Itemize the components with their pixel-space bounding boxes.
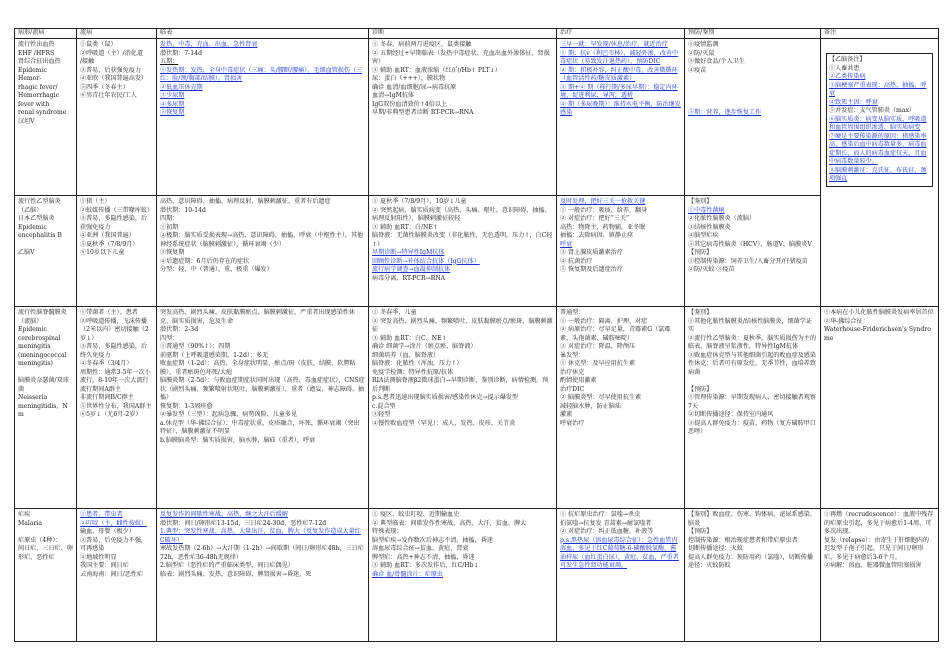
text-line: 特殊表现： bbox=[372, 528, 403, 535]
cell-diagnosis bbox=[369, 509, 557, 642]
text-line: 尿：蛋白（+++），膜状物 bbox=[372, 75, 446, 82]
cell-prevention bbox=[685, 39, 821, 196]
text-line: ①人畜共患 bbox=[829, 64, 860, 72]
text-line: 疟原虫（4种）： bbox=[18, 536, 62, 544]
text-line: ④ 期（多尿晚期）：维持水电平衡，防治继发感染 bbox=[560, 100, 681, 116]
text-line: ⑥10岁以下儿童 bbox=[80, 249, 125, 256]
cell-diagnosis bbox=[369, 307, 557, 509]
text-line: fever with bbox=[18, 100, 50, 108]
text-line: 汉坦V bbox=[18, 117, 35, 125]
text-line: 回顾性诊断→补体结合抗体（IgG抗体） bbox=[372, 257, 480, 265]
text-line: ③ 对症治疗：降温、降颅压 bbox=[560, 343, 636, 350]
text-line: ①初期 bbox=[160, 223, 179, 231]
text-line: 确诊 血清/血细胞/尿→病毒抗原 bbox=[372, 83, 457, 91]
text-line: ①发热期：发热、全身中毒症状（三痛：头/腰眶/腰痛），毛细血管损伤（三红：脸/颈/胸部/结膜），肾损害 bbox=[160, 66, 363, 82]
text-line: ②极期：脑实质受损表现→高热、意识障碍、抽搐、呼衰（中枢性主），其他神经系统症状（脑膜刺激征），循环衰竭（少） bbox=[160, 232, 364, 248]
text-line: ⑥男青壮年农民/工人 bbox=[80, 92, 137, 99]
text-line: 前驱期（上呼吸道感染期，1-2d）：多无 bbox=[160, 351, 269, 359]
text-line: 溶血尿毒综合征→贫血、黄疸、肾衰 bbox=[372, 545, 469, 552]
text-line: ⑤ 恢复期及后遗症治疗 bbox=[560, 266, 623, 273]
text-line: 【乙脑备注】 bbox=[829, 56, 866, 63]
text-line: ②呼吸道传播，飞沫传播（2米以内）密切接触（2岁↓） bbox=[80, 317, 149, 342]
text-line: ③普易，多隐性感染，后获强免疫力 bbox=[80, 215, 148, 231]
text-line: 间日疟、三日疟、卵形疟、恶性疟 bbox=[18, 545, 73, 561]
text-line: 及时处理，把好三关一抢救关键 bbox=[560, 198, 646, 205]
text-line: ④致死主因：呼衰 bbox=[829, 98, 878, 106]
text-line: ⑤恢复期 bbox=[160, 109, 185, 116]
text-line: ① 休克型：及早应用抗生素 bbox=[560, 360, 636, 367]
cell-disease bbox=[15, 39, 77, 196]
text-line: 【鉴别】 bbox=[688, 309, 713, 316]
text-line: 细菌培养（血、脑脊液） bbox=[372, 351, 440, 359]
text-line: ⑤世界性分布，我国A群主 bbox=[80, 402, 152, 410]
cell-disease bbox=[15, 196, 77, 307]
spacer bbox=[18, 241, 73, 250]
text-line: ②乙类传染病 bbox=[829, 73, 866, 80]
text-line: 控制传染源：根治现症患者和带疟原虫者 bbox=[688, 536, 798, 544]
text-line: ③ 辅助 血RT：血液浓缩（红/白/Hb↑ PLT↓） bbox=[372, 66, 501, 74]
spacer bbox=[688, 101, 817, 110]
text-line: 流行性乙型脑炎 bbox=[18, 198, 61, 205]
text-line: ②暴发型（三型）：起病急骤、病势凶险、儿童多见 bbox=[160, 411, 298, 418]
text-line: ② 对症治疗：纠正低血糖，补液等 bbox=[560, 528, 654, 535]
text-line: 脑膜炎期（2-5d）：与败血症期症状同时出现（高热、毒血症症状），CNS症状（剧烈头痛、频繁喷射状呕吐、脑膜刺激征），重者（谵妄、神志障碍、抽搐） bbox=[160, 377, 365, 401]
header-notes: 备注 bbox=[821, 29, 939, 39]
text-line: ④后遗症期：6月后仍存在的症状 bbox=[160, 257, 250, 265]
text-line: a.休克型（华-佛综合征）：中毒症状重，皮疹融合，坏死，循环衰竭（突出特征），脑膜刺激征不明显 bbox=[160, 419, 360, 435]
text-line: 脑膜炎奈瑟菌/双球菌 bbox=[18, 377, 69, 393]
cell-epidemiology bbox=[77, 509, 157, 642]
text-line: ⑤并发症：支气管肺炎（max） bbox=[829, 107, 915, 114]
table-row-jbe bbox=[15, 196, 939, 307]
cell-diagnosis bbox=[369, 196, 557, 307]
text-line: ④ 抗菌治疗 bbox=[560, 257, 593, 265]
text-line: ②蚊媒传播（三带喙库蚊） bbox=[80, 206, 154, 214]
text-line: 流行期间A群主 bbox=[80, 385, 121, 393]
text-line: ③ 期+④ 期（移行期/多尿早期）：稳定内环境，促进利尿，导泻，透析 bbox=[560, 83, 678, 99]
text-line: ②呼吸道（主）/消化道 bbox=[80, 49, 143, 57]
text-line: ① 一般治疗：隔离、护理、对症 bbox=[560, 317, 648, 325]
text-line: 流行病学调查→血凝抑制抗体 bbox=[372, 266, 451, 273]
header-disease: 病形/流病 bbox=[15, 29, 77, 39]
text-line: 确诊 细菌学→涂片（瘀点瘀、脑脊液） bbox=[372, 343, 477, 350]
text-line: 呼衰治疗 bbox=[560, 419, 585, 427]
text-line: 肾综合征出血热 bbox=[18, 58, 61, 65]
text-line: 治疗休克 bbox=[560, 368, 585, 376]
text-line: ③脑梗塞严重表现：高热、抽搐、呼衰 bbox=[829, 81, 927, 97]
text-line: renal syndrome bbox=[18, 109, 67, 116]
text-line: ②化脓性脑膜炎（流脑） bbox=[688, 215, 756, 222]
text-line: c.混合型 bbox=[372, 402, 396, 410]
text-line: ④冬春季（3/4月） bbox=[80, 360, 133, 367]
spacer bbox=[688, 75, 817, 84]
header-diagnosis: 诊断 bbox=[369, 29, 557, 39]
text-line: 潜伏期：2-3d bbox=[160, 326, 199, 333]
text-line: ③普易，后免疫力不强，可再感染 bbox=[80, 536, 148, 552]
text-line: RIA法测脑脊液β2微球蛋白→早期诊断、鉴别诊断，病情检测、预后判断 bbox=[372, 377, 549, 393]
cell-treatment bbox=[557, 509, 685, 642]
text-line: 脑型疟疾→发作数次后神志不清、抽搐、昏迷 bbox=[372, 536, 493, 544]
text-line: ⑦硬是主要传染源的原因：猪感染率高，感染后血中病毒数量多，病毒血症期长，而人的病毒血症仅天，且血中病毒数量较少。 bbox=[829, 132, 927, 165]
cell-epidemiology bbox=[77, 196, 157, 307]
text-line: 脾型疟：高热+神志不清、抽搐、昏迷 bbox=[372, 553, 475, 561]
text-line: 【预防】 bbox=[688, 249, 713, 256]
text-line: ③败血症休克型与其他细菌引起的败血症及感染性休克：后者可有原发灶，无季节性，血培养致病菌 bbox=[688, 351, 816, 376]
text-line: 脑脊液：化脓性（浑浊，压力↑） bbox=[372, 360, 463, 367]
text-line: meningitidis，Nm bbox=[18, 402, 68, 418]
text-line: ①本病在小儿化脓性脑膜炎发病率居首位 bbox=[824, 309, 934, 316]
text-line: ③提高人群免疫力：疫苗、药物（复方磺胺甲口恶唑） bbox=[688, 419, 816, 435]
table-row-malaria bbox=[15, 509, 939, 642]
spacer bbox=[18, 528, 73, 537]
text-line: ①猪（主） bbox=[80, 198, 111, 205]
text-line: p.s.黑热尿（溶血尿毒综合征）：急性血管内溶血，多见于红C葡萄糖-6-磷酸脱氢酶，酱油样尿（血红蛋白尿），黄疸，贫血，严重者可发生急性肾功能衰竭。 bbox=[560, 536, 679, 569]
text-line: ③ 肾上腺皮质激素治疗 bbox=[560, 249, 623, 256]
text-line: 潜伏期：7-14d bbox=[160, 49, 202, 57]
text-line: ②切断传播途径：保持室内通风 bbox=[688, 411, 774, 418]
text-line: ④慢性败血症型（罕见）：成人，发热、皮疹、关节炎 bbox=[372, 419, 516, 427]
cell-disease bbox=[15, 307, 77, 509]
text-line: 【鉴别】 bbox=[688, 198, 713, 205]
text-line: ② 五期经过+早期临表（发热中毒症状、充血出血外渗体征、肾损害） bbox=[372, 49, 550, 65]
text-line: ④多尿期 bbox=[160, 100, 185, 108]
text-line: 乙脑V bbox=[18, 249, 35, 256]
header-treatment: 治疗 bbox=[557, 29, 685, 39]
text-line: rhagic fever/ bbox=[18, 83, 58, 91]
text-line: ④亚欧（我国普遍高发） bbox=[80, 75, 148, 82]
text-line: ②叮咬（主，雌性按蚊） bbox=[80, 519, 148, 527]
text-line: ①中毒性菌痢 bbox=[688, 206, 725, 214]
text-line: ④脑型疟疾 bbox=[688, 232, 719, 239]
cell-clinical bbox=[157, 509, 369, 642]
spacer bbox=[688, 84, 817, 93]
text-line: 反复发作的间歇性寒战、高热、继之大汗后缓解 bbox=[160, 511, 288, 518]
text-line: 酌情使用激素 bbox=[560, 377, 597, 384]
text-line: ② 病原治疗：尽早足量，青霉素G（氯霉素、头孢菌素、磺胺嘧啶） bbox=[560, 326, 671, 342]
text-line: 流行性脑脊髓膜炎（流脑） bbox=[18, 309, 67, 325]
text-line: 高热、意识障碍、抽搐、病理反射、脑膜刺激征，重者有后遗症 bbox=[160, 198, 331, 205]
text-line: 切断传播途径：灭蚊 bbox=[688, 545, 743, 552]
text-line: 脑脊液：无菌性脑膜炎改变（非化脓性，无色透明，压力↑，白C轻↑） bbox=[372, 232, 553, 248]
text-line: ⑤夏秋季（7/8/9月） bbox=[80, 240, 139, 248]
text-line: 临表：剧烈头痛、发热、意识障碍、脾肾损害→昏迷，死 bbox=[160, 570, 312, 578]
text-line: ② 突然起病，脑实质病变（高热、头痛、呕吐、意识障碍、抽搐、病理反射阳性），脑膜刺激征较轻 bbox=[372, 206, 551, 222]
text-line: IgG双份血清效价↑4倍以上 bbox=[372, 100, 448, 108]
text-line: ①鼠类（鼠） bbox=[80, 41, 117, 48]
text-line: 暴发型： bbox=[560, 351, 585, 359]
text-line: 分型：轻、中（普通）、重、极重（爆发） bbox=[160, 266, 273, 273]
text-line: ① 冬春季，儿童 bbox=[372, 309, 417, 316]
text-line: ①患者，带虫者 bbox=[80, 511, 123, 518]
header-prevention: 预防/鉴别 bbox=[685, 29, 821, 39]
cell-clinical bbox=[157, 39, 369, 196]
text-line: ② 突发高热、剧烈头痛、频繁喷吐、皮肤黏膜瘀点/瘀斑，脑膜刺激征 bbox=[372, 317, 553, 333]
text-line: ⑤期：营养，逐步恢复工作 bbox=[688, 109, 762, 116]
text-line: 四期： bbox=[160, 215, 179, 222]
cell-prevention bbox=[685, 196, 821, 307]
text-line: ②病解：溶血、脏器微血管阻塞损害 bbox=[824, 562, 922, 569]
text-line: 血清→IgM抗体 bbox=[372, 92, 415, 99]
text-line: 1.典型：突发性寒战、高热、大量出汗，贫血，脾大（反复发作造成大量红C破坏） bbox=[160, 528, 361, 544]
text-line: 日本乙型脑炎 bbox=[18, 215, 55, 222]
text-line: ①管理传染源：早期发现病人，密切接触者观察7天 bbox=[688, 394, 816, 410]
text-line: ⑤四季（冬春主） bbox=[80, 83, 129, 91]
text-line: 周期性：通常3-5年一次小流行，8-10年一次大流行 bbox=[80, 368, 151, 384]
text-line: 早期/非典型患者诊断 RT-PCR→RNA bbox=[372, 109, 474, 116]
text-line: ①带菌者（主）、患者 bbox=[80, 309, 138, 316]
cell-clinical bbox=[157, 307, 369, 509]
text-line: ② 期：积极补容，纠正酸中毒，改善微循环（血管活性药/糖皮质激素） bbox=[560, 66, 678, 82]
text-line: 高热：物降主，药物辅，亚冬眠 bbox=[560, 223, 646, 231]
text-line: Epidemic bbox=[18, 223, 47, 231]
text-line: ① 一般治疗：吸痰、给养，翻身 bbox=[560, 206, 648, 214]
text-line: 疟疾 bbox=[18, 511, 31, 518]
text-line: （乙脑） bbox=[18, 206, 43, 214]
text-line: 【预防】 bbox=[688, 528, 713, 535]
text-line: 突发高热、剧烈头痛、皮肤黏膜瘀点、脑膜刺激征，严重者出现感染性休克、脑实质损害，危及生命 bbox=[160, 309, 355, 325]
text-line: ③ 辅助 血RT：白C、NE↑ bbox=[372, 334, 447, 342]
text-line: (meningococcal bbox=[18, 351, 67, 359]
text-line: ② 典型临表：间歇发作性寒战、高热、大汗，贫血、脾大 bbox=[372, 519, 527, 527]
text-line: 【鉴别】败血症、伤寒、钩体病、泌尿系感染、脑炎 bbox=[688, 511, 816, 527]
text-line: ①普通型（90%↑）：四期 bbox=[160, 343, 231, 350]
text-line: encephalitis B bbox=[18, 232, 62, 239]
text-line: ③普易，多隐性感染，后终久免疫力 bbox=[80, 343, 148, 359]
text-line: 抽搐：去除病因、镇静止痉 bbox=[560, 232, 634, 239]
text-line: cerebrospinal bbox=[18, 334, 61, 342]
header-epidemiology: 流病 bbox=[77, 29, 157, 39]
text-line: ③ 辅助 血RT：白/NE↑ bbox=[372, 223, 438, 231]
text-line: 伯氨喹→抗复发 青蒿素→耐氯喹者 bbox=[560, 519, 652, 527]
text-line: Neisseria bbox=[18, 394, 48, 401]
text-line: ②华-佛综合征： bbox=[824, 317, 869, 325]
text-line: ② 脑膜炎型：尽早使用抗生素 bbox=[560, 394, 642, 401]
text-line: ① 抗疟原虫治疗：氯喹→杀虫 bbox=[560, 511, 641, 518]
text-line: 呼衰 bbox=[560, 240, 573, 248]
text-line: 普通型： bbox=[560, 309, 585, 316]
text-line: ②防/灭鼠 bbox=[688, 49, 715, 57]
text-line: 2.脑型疟（恶性疟的严重临床类型，间日疟偶见） bbox=[160, 562, 294, 569]
spacer bbox=[18, 369, 73, 378]
text-line: 提高人群免疫力：预防用药（氯喹），切断传播途径：灭蚊防蚊 bbox=[688, 553, 813, 569]
text-line: 治疗DIC bbox=[560, 385, 585, 393]
text-line: ③少尿期 bbox=[160, 92, 185, 99]
cell-epidemiology bbox=[77, 307, 157, 509]
cell-notes bbox=[821, 307, 939, 509]
text-line: ⑥脑实质炎：病变从脑实质、呼吸道和血管周围组织渗透、脑实质病变 bbox=[829, 115, 927, 131]
spacer bbox=[688, 92, 817, 101]
text-line: ① 冬春、病前两月进疫区，鼠类接触 bbox=[372, 41, 472, 48]
text-line: meningitis) bbox=[18, 360, 53, 367]
text-line: Hemorrhagic bbox=[18, 92, 60, 99]
text-line: ①再燃（recrudescence）：血液中残存的疟原虫引起，多见于病愈后1-4周，可多次出现。 bbox=[824, 511, 934, 535]
cell-clinical bbox=[157, 196, 369, 307]
text-line: ① 夏秋季（7/8/9月），10岁↓儿童 bbox=[372, 198, 467, 205]
text-line: ③结核性脑膜炎 bbox=[688, 223, 731, 231]
text-line: 恢复期：1-3周痊愈 bbox=[160, 402, 213, 410]
text-line: 减轻脑水肿，防止脑疝 bbox=[560, 402, 621, 410]
text-line: ① 疫区、蚊虫叮咬、近期输血史 bbox=[372, 511, 460, 518]
text-line: ②流行性乙型脑炎：夏秋季，脑实质损伤为主的临表，脑脊液呈浆液性，特异性IgM抗体 bbox=[688, 334, 816, 350]
spacer bbox=[688, 377, 817, 386]
text-line: b.脑膜脑炎型：脑实质损害，脑水肿，脑疝（重者），呼衰 bbox=[160, 436, 316, 444]
text-line: 免疫学检测：特异性抗原/抗体 bbox=[372, 368, 454, 376]
text-line: Epidemic bbox=[18, 326, 47, 333]
table-row-meningitis bbox=[15, 307, 939, 509]
text-line: 潜伏期：间日/卵形疟13-15d，三日疟24-30d，恶性疟7-12d bbox=[160, 519, 327, 527]
text-line: 潜伏期：10-14d bbox=[160, 206, 206, 214]
header-clinical: 临表 bbox=[157, 29, 369, 39]
text-line: ⑥5岁↓（尤6月-2岁） bbox=[80, 411, 142, 418]
text-line: ④地域性明显 bbox=[80, 553, 117, 561]
text-line: ④疫苗 bbox=[688, 66, 707, 74]
text-line: 复发（relapse）：由寄生于肝细胞内的迟发型子孢子引起，只见于间日/卵形疟，多见于病愈后3-6个月。 bbox=[824, 536, 929, 561]
text-line: 四型： bbox=[160, 334, 179, 342]
cell-notes bbox=[821, 39, 939, 307]
cell-treatment bbox=[557, 196, 685, 307]
text-line: ①疫情监测 bbox=[688, 41, 719, 48]
text-line: 败血症期（1-2d）：高热、全身症状明显，瘀点/斑（皮肤、结膜、软腭粘膜），重者瘀斑色坏死/大疱 bbox=[160, 360, 356, 376]
text-line: ②低血压休克期 bbox=[160, 83, 203, 91]
text-line: p.s.患者迅速出现脑实质损害/感染性休克→提示爆发型 bbox=[372, 394, 519, 401]
text-line: 早期诊断→特异性IgM抗体 bbox=[372, 249, 445, 256]
text-line: Malaria bbox=[18, 519, 42, 527]
text-line: Waterhouse-Friderichsen's Syndrome bbox=[824, 326, 931, 342]
text-line: 发热、中毒、充血、出血、急性肾衰 bbox=[160, 41, 258, 48]
text-line: ②防/灭蚊 ③疫苗 bbox=[688, 266, 735, 273]
text-line: 五期： bbox=[160, 58, 179, 65]
cell-epidemiology bbox=[77, 39, 157, 196]
text-line: ③恢复期 bbox=[160, 249, 185, 256]
cell-notes bbox=[821, 509, 939, 642]
text-line: ⑤其它病毒性脑炎（HCV），肠道V，脑膜炎V bbox=[688, 240, 812, 248]
text-line: ③做好食品/个人卫生 bbox=[688, 58, 745, 65]
text-line: 【预防】 bbox=[688, 385, 713, 393]
text-line: EHF /HFRS bbox=[18, 49, 55, 57]
text-line: ③ 辅助 血RT：多次发作后，红C/Hb↓ bbox=[372, 562, 479, 569]
text-line: Epidemic bbox=[18, 66, 47, 74]
text-line: 寒战发热期（2-6h）→大汗期（1-2h）→间歇期（间日/卵形疟48h，三日疟72h，恶性疟36-48h无规律） bbox=[160, 545, 364, 561]
text-line: 云南海南：间日/恶性疟 bbox=[80, 570, 143, 578]
text-line: ③轻型 bbox=[372, 411, 391, 418]
text-line: ③普易，后获强免疫力 bbox=[80, 66, 141, 74]
cell-treatment bbox=[557, 307, 685, 509]
text-line: /接触 bbox=[80, 58, 95, 65]
jbe-notes-box bbox=[826, 53, 933, 187]
header-row bbox=[15, 29, 939, 39]
notes-table bbox=[14, 28, 939, 642]
text-line: 输血、母婴（极少） bbox=[80, 528, 135, 535]
text-line: 病毒分离、RT-PCR→RNA bbox=[372, 274, 446, 282]
text-line: ④亚洲（我国普遍） bbox=[80, 232, 135, 239]
text-line: 三早一就：早发现/休息/治疗，就近治疗 bbox=[560, 41, 668, 48]
text-line: 我国主要：间日疟 bbox=[80, 562, 129, 569]
text-line: 流行性出血热 bbox=[18, 41, 55, 48]
text-line: ①其他化脓性脑膜炎/结核性脑膜炎，细菌学证实 bbox=[688, 317, 812, 333]
cell-treatment bbox=[557, 39, 685, 196]
cell-prevention bbox=[685, 307, 821, 509]
cell-prevention bbox=[685, 509, 821, 642]
text-line: ① 期：抗v（利巴韦林），减轻外渗，改善中毒症状（易致发汗退热药），预防DIC bbox=[560, 49, 679, 65]
cell-disease bbox=[15, 509, 77, 642]
table-row-hfrs bbox=[15, 39, 939, 196]
text-line: 非流行期间B/C群主 bbox=[80, 394, 134, 401]
text-line: 确诊 血/骨髓涂片：疟原虫 bbox=[372, 570, 444, 578]
text-line: Hemor- bbox=[18, 75, 42, 82]
text-line: 激素 bbox=[560, 411, 573, 418]
text-line: ①控制传染源：饲养卫生/人畜分开/仔猪疫苗 bbox=[688, 257, 808, 265]
text-line: meningitis bbox=[18, 343, 51, 350]
text-line: ⑧脑膜刺激征：克氏征、布氏征、颈项强直 bbox=[829, 166, 927, 182]
text-line: ② 对症治疗：把好“三关” bbox=[560, 215, 630, 222]
cell-diagnosis bbox=[369, 39, 557, 196]
